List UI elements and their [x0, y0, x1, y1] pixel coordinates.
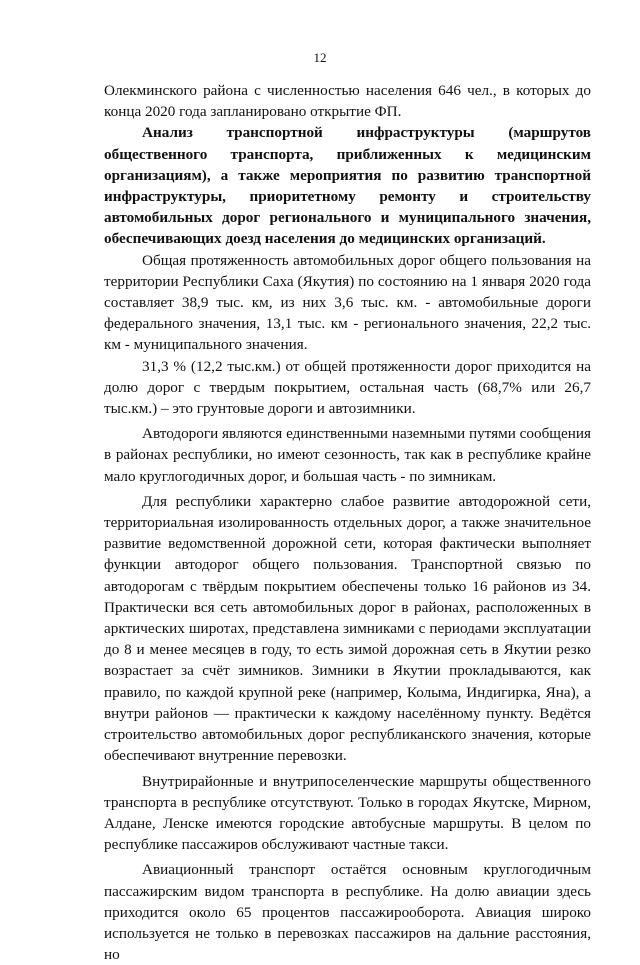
paragraph-continuation: Олекминского района с численностью населения 646 чел., в которых до конца 2020 года запланировано открытие ФП. — [104, 82, 591, 121]
document-body — [104, 80, 591, 965]
section-heading: Анализ транспортной инфраструктуры (маршрутов общественного транспорта, приближенных к медицинским организациям), а также мероприятия по развитию транспортной инфраструктуры, приоритетному ремонту и строительству автомобильных дорог регионального и муниципального значения, обеспечивающих доезд населения до медицинских организаций. — [104, 124, 591, 248]
paragraph-seasonality: Автодороги являются единственными наземными путями сообщения в районах республики, но имеют сезонность, так как в республике крайне мало круглогодичных дорог, и большая часть - по зимникам. — [104, 425, 591, 485]
paragraph-aviation: Авиационный транспорт остаётся основным круглогодичным пассажирским видом транспорта в республике. На долю авиации здесь приходится около 65 процентов пассажирооборота. Авиация широко используется не только в перевозках пассажиров на дальние расстояния, но — [104, 861, 591, 964]
paragraph-public-transport: Внутрирайонные и внутрипоселенческие маршруты общественного транспорта в республике отсутствуют. Только в городах Якутске, Мирном, Алдане, Ленске имеются городские автобусные маршруты. В целом по республике пассажиров обслуживают частные такси. — [104, 772, 591, 854]
page-number: 12 — [313, 50, 327, 65]
paragraph-hard-surface: 31,3 % (12,2 тыс.км.) от общей протяженности дорог приходится на долю дорог с твердым покрытием, остальная часть (68,7% или 26,7 тыс.км.) – это грунтовые дороги и автозимники. — [104, 357, 591, 418]
paragraph-road-network: Для республики характерно слабое развитие автодорожной сети, территориальная изолированность отдельных дорог, а также значительное развитие ведомственной дорожной сети, которая фактически выполняет функции автодорог общего пользования. Транспортной связью по автодорогам с твёрдым покрытием обеспечены только 16 районов из 34. Практически вся сеть автомобильных дорог в районах, расположенных в арктических широтах, представлена зимниками с периодами эксплуатации до 8 и менее месяцев в году, то есть зимой дорожная сеть в Якутии резко возрастает за счёт зимников. Зимники в Якутии прокладываются, как правило, по каждой крупной реке (например, Колыма, Индигирка, Яна), а внутри районов — практически к каждому населённому пункту. Ведётся строительство автомобильных дорог республиканского значения, которые обеспечивают внутренние перевозки. — [104, 492, 591, 765]
paragraph-road-length: Общая протяженность автомобильных дорог общего пользования на территории Республики Саха (Якутия) по состоянию на 1 января 2020 года составляет 38,9 тыс. км, из них 3,6 тыс. км. - автомобильные дороги федерального значения, 13,1 тыс. км - регионального значения, 22,2 тыс. км - муниципального значения. — [104, 251, 591, 354]
